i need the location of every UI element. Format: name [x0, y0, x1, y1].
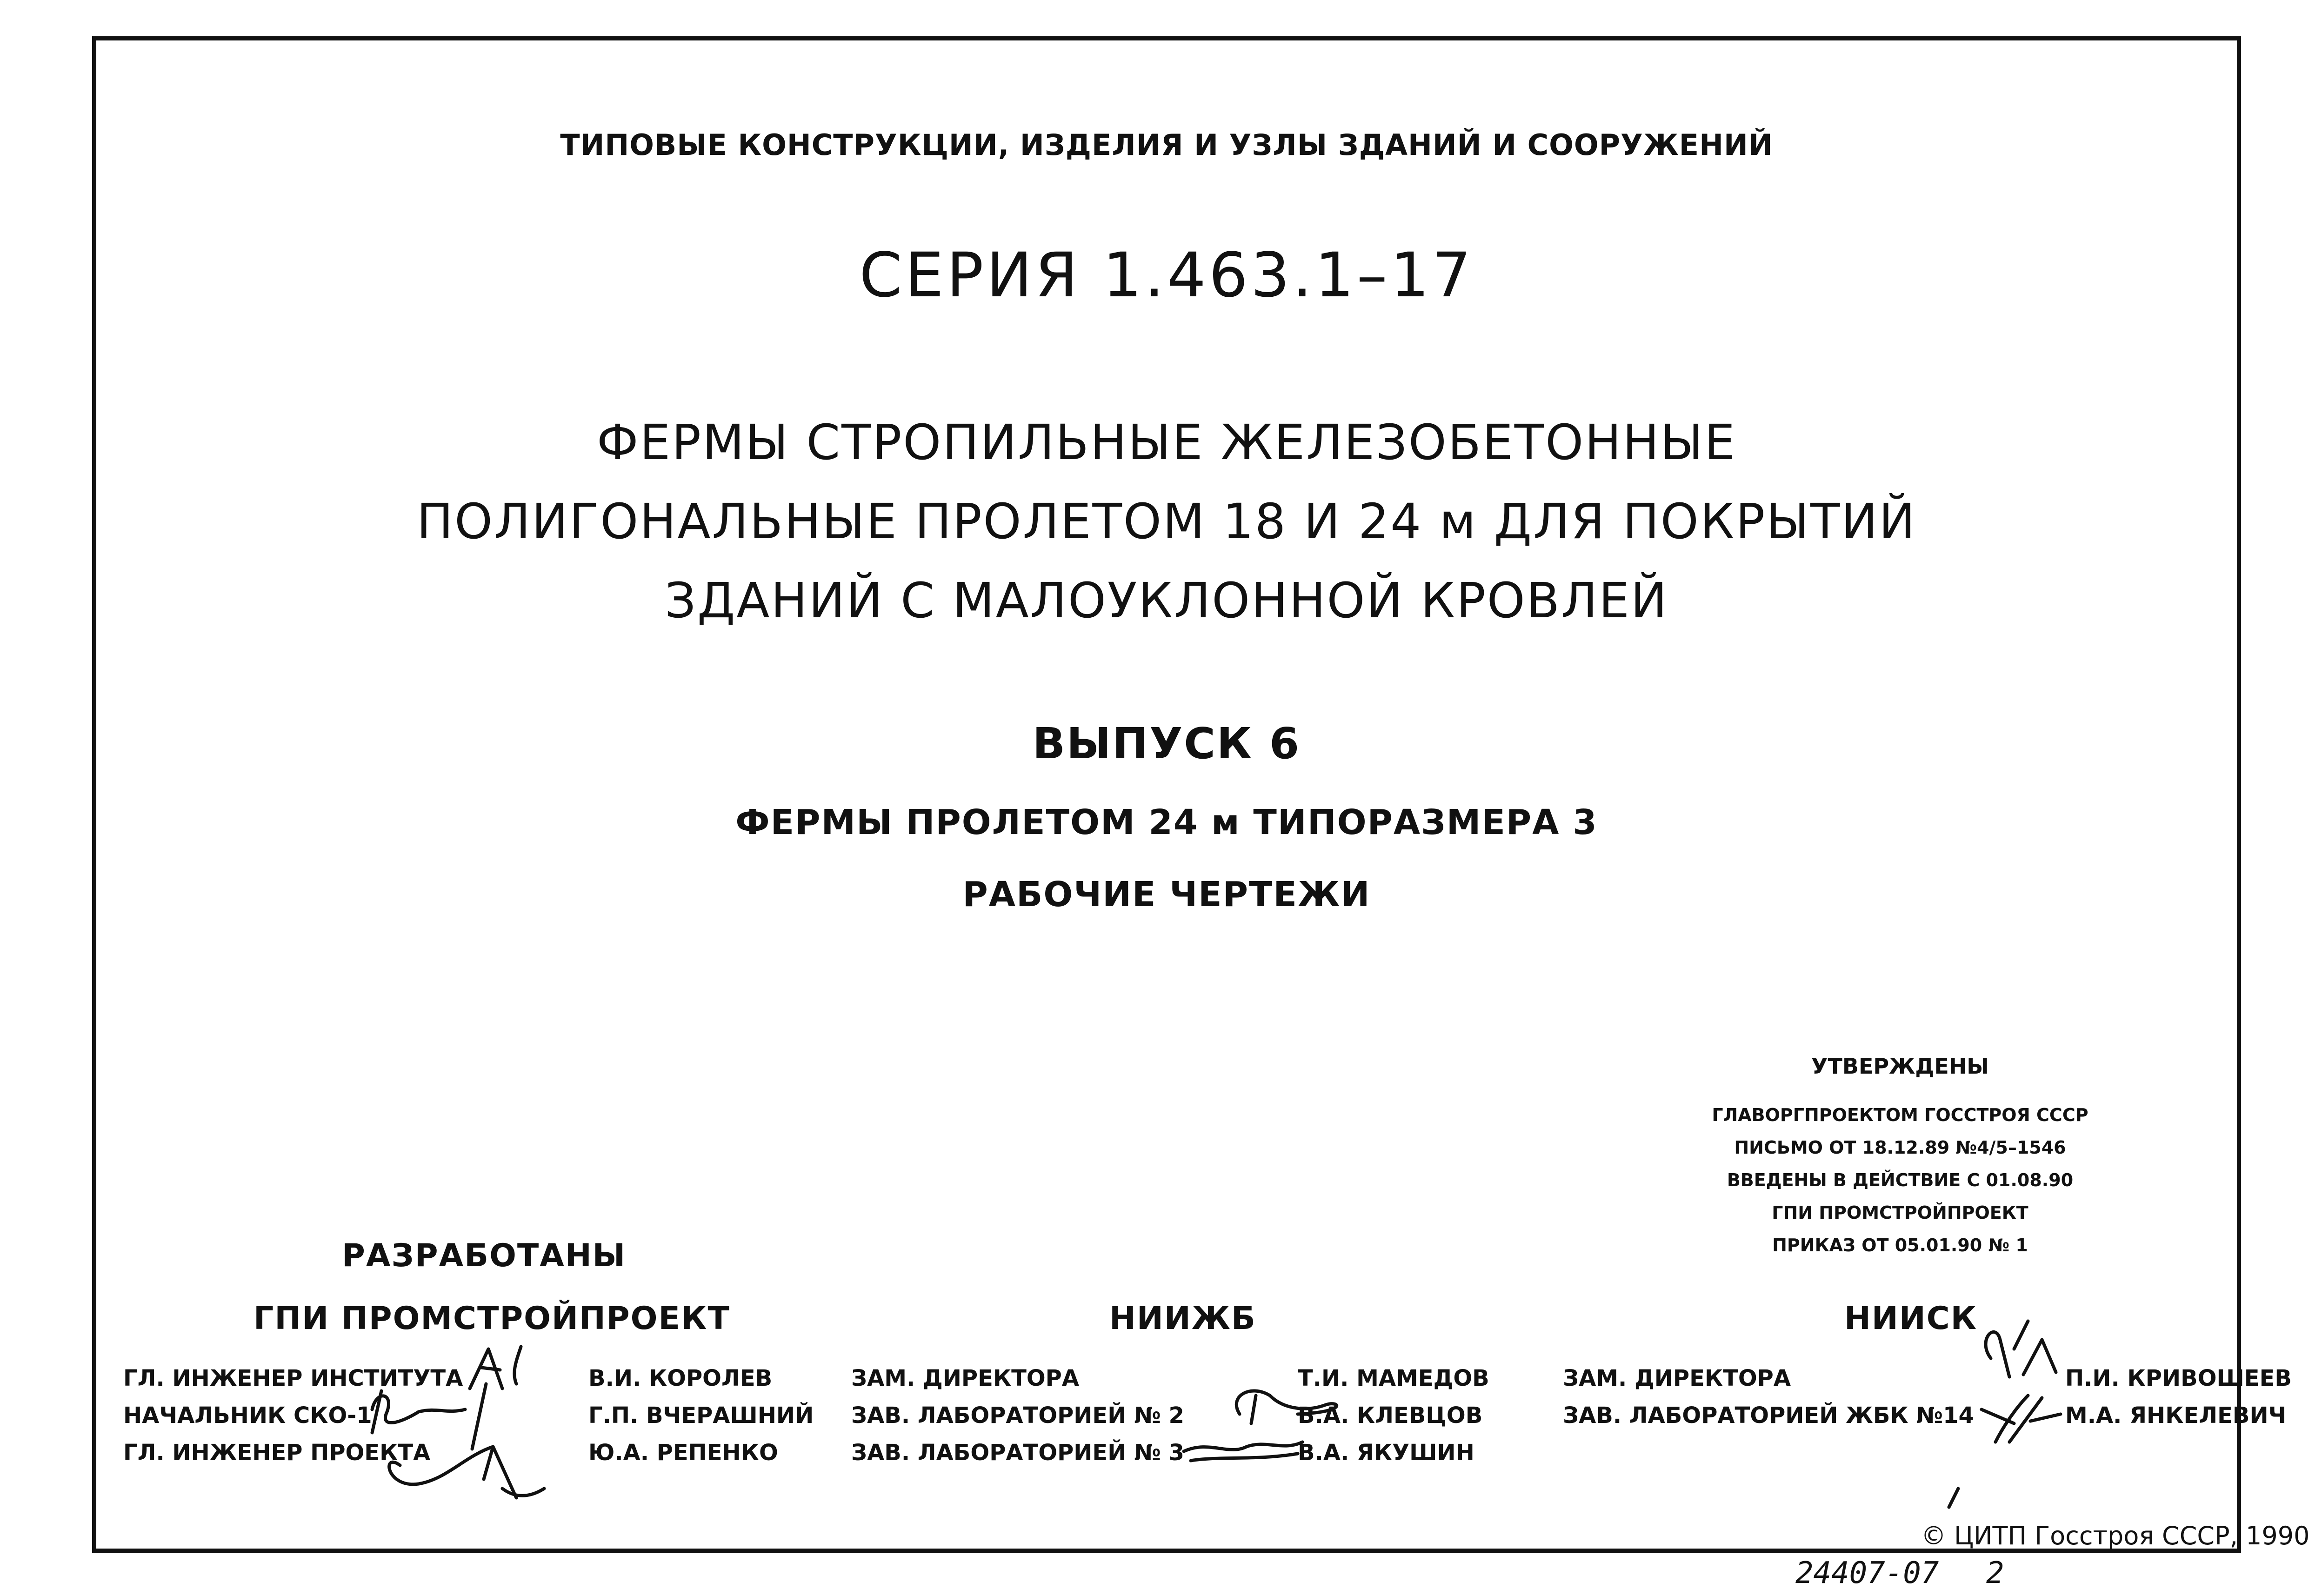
- org-name-niisk: НИИСК: [1844, 1300, 1978, 1337]
- issue-number: ВЫПУСК 6: [1032, 719, 1301, 768]
- copyright-note: © ЦИТП Госстроя СССР, 1990: [1921, 1521, 2310, 1550]
- document-header: ТИПОВЫЕ КОНСТРУКЦИИ, ИЗДЕЛИЯ И УЗЛЫ ЗДАНИЙ И СООРУЖЕНИЙ: [560, 128, 1773, 162]
- signatory-person: В.И. КОРОЛЕВ: [588, 1365, 773, 1391]
- series-number: СЕРИЯ 1.463.1–17: [859, 240, 1474, 311]
- signature-repenko: [389, 1447, 544, 1498]
- issue-subtitle: ФЕРМЫ ПРОЛЕТОМ 24 м ТИПОРАЗМЕРА 3: [735, 802, 1598, 842]
- approval-heading: УТВЕРЖДЕНЫ: [1811, 1054, 1989, 1079]
- signature-klevtsov: [1236, 1391, 1336, 1423]
- signatory-role: ЗАВ. ЛАБОРАТОРИЕЙ № 3: [851, 1440, 1184, 1466]
- title-line-2: ПОЛИГОНАЛЬНЫЕ ПРОЛЕТОМ 18 И 24 м ДЛЯ ПОКРЫТИЙ: [416, 493, 1917, 550]
- signatory-role: ЗАВ. ЛАБОРАТОРИЕЙ № 2: [851, 1402, 1184, 1429]
- signature-krivosheev: [1986, 1321, 2056, 1377]
- signature-yakushin: [1184, 1442, 1302, 1461]
- developed-label: РАЗРАБОТАНЫ: [342, 1237, 627, 1274]
- signatory-role: ГЛ. ИНЖЕНЕР ПРОЕКТА: [123, 1440, 431, 1466]
- org-name-promstroyproekt: ГПИ ПРОМСТРОЙПРОЕКТ: [254, 1300, 730, 1337]
- signatory-person: П.И. КРИВОШЕЕВ: [2065, 1365, 2292, 1391]
- approval-line-4: ГПИ ПРОМСТРОЙПРОЕКТ: [1772, 1202, 2028, 1223]
- approval-line-2: ПИСЬМО ОТ 18.12.89 №4/5–1546: [1734, 1137, 2066, 1158]
- signatory-person: В.А. ЯКУШИН: [1298, 1440, 1474, 1466]
- signatory-person: Г.П. ВЧЕРАШНИЙ: [588, 1402, 814, 1429]
- approval-line-1: ГЛАВОРГПРОЕКТОМ ГОССТРОЯ СССР: [1712, 1105, 2088, 1125]
- signatory-role: ЗАМ. ДИРЕКТОРА: [1563, 1365, 1791, 1391]
- sheet-code: 24407-07: [1795, 1556, 1939, 1590]
- signatory-person: М.А. ЯНКЕЛЕВИЧ: [2065, 1402, 2287, 1429]
- signatory-role: ГЛ. ИНЖЕНЕР ИНСТИТУТА: [123, 1365, 463, 1391]
- signatory-person: Т.И. МАМЕДОВ: [1298, 1365, 1489, 1391]
- title-line-1: ФЕРМЫ СТРОПИЛЬНЫЕ ЖЕЛЕЗОБЕТОННЫЕ: [596, 414, 1736, 471]
- approval-line-3: ВВЕДЕНЫ В ДЕЙСТВИЕ С 01.08.90: [1727, 1170, 2074, 1190]
- org-name-niizhb: НИИЖБ: [1109, 1300, 1256, 1337]
- title-line-3: ЗДАНИЙ С МАЛОУКЛОННОЙ КРОВЛЕЙ: [665, 572, 1668, 629]
- signatory-person: В.А. КЛЕВЦОВ: [1298, 1402, 1483, 1429]
- signature-korolev: [470, 1347, 521, 1389]
- signatory-role: ЗАВ. ЛАБОРАТОРИЕЙ ЖБК №14: [1563, 1402, 1974, 1429]
- signatory-person: Ю.А. РЕПЕНКО: [588, 1440, 778, 1466]
- signature-yankelevich: [1949, 1396, 2061, 1507]
- approval-line-5: ПРИКАЗ ОТ 05.01.90 № 1: [1772, 1235, 2028, 1255]
- signatory-role: ЗАМ. ДИРЕКТОРА: [851, 1365, 1079, 1391]
- signature-vcherashny: [372, 1384, 486, 1449]
- document-type: РАБОЧИЕ ЧЕРТЕЖИ: [962, 875, 1371, 915]
- signatory-role: НАЧАЛЬНИК СКО-1: [123, 1402, 372, 1429]
- sheet-number: 2: [1986, 1556, 2004, 1590]
